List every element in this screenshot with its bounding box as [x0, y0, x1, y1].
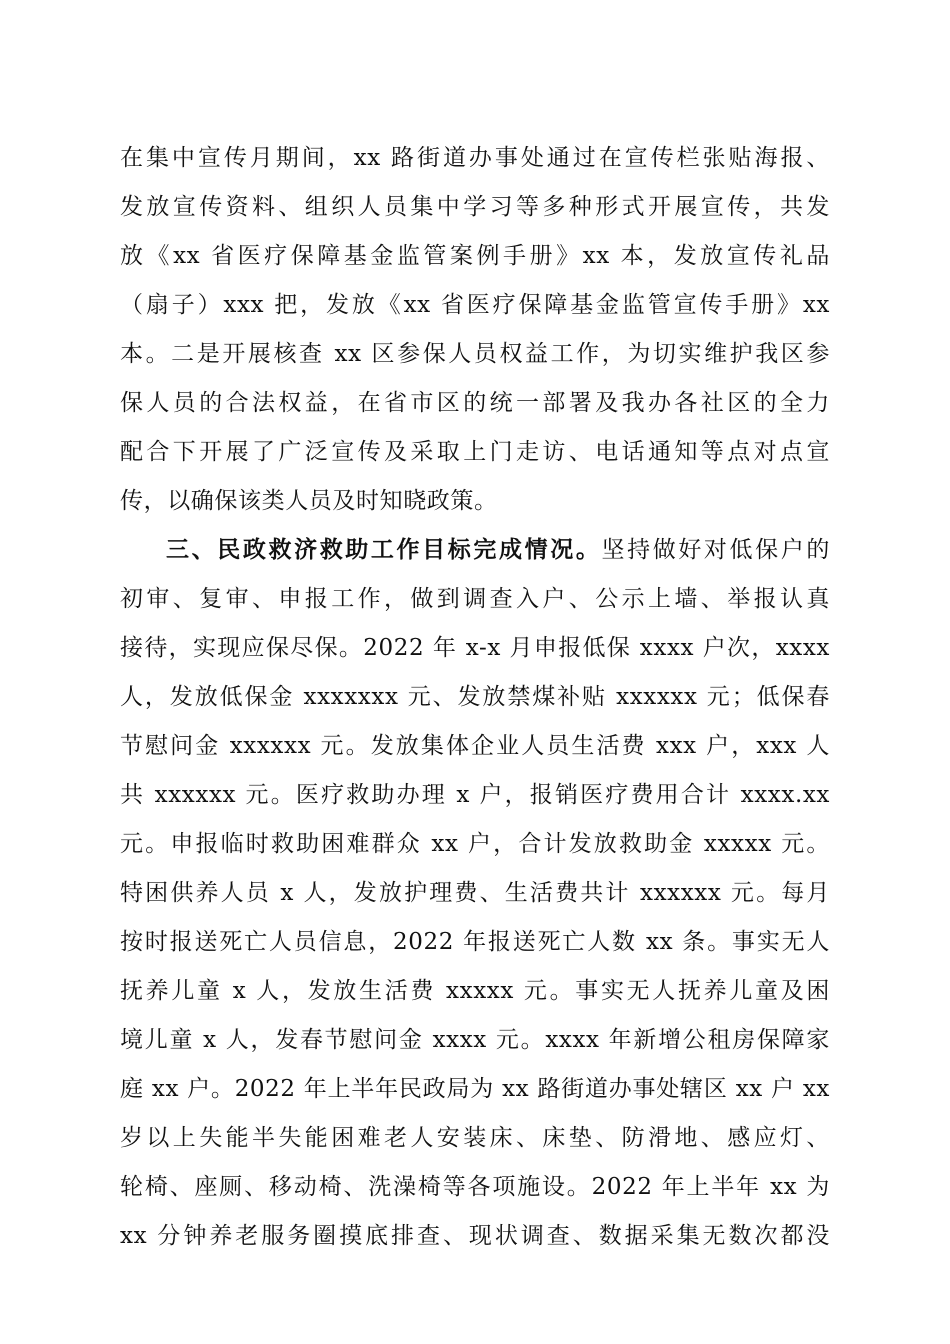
- paragraph1-line-2: 发放宣传资料、组织人员集中学习等多种形式开展宣传，共发: [120, 194, 830, 220]
- paragraph2-line-13: 岁以上失能半失能困难老人安装床、床垫、防滑地、感应灯、: [120, 1125, 830, 1151]
- paragraph2-line-12: 庭 xx 户。2022 年上半年民政局为 xx 路街道办事处辖区 xx 户 xx: [120, 1076, 830, 1102]
- paragraph1-line-3: 放《xx 省医疗保障基金监管案例手册》xx 本，发放宣传礼品: [120, 243, 830, 269]
- paragraph2-line-2: 初审、复审、申报工作，做到调查入户、公示上墙、举报认真: [120, 586, 830, 612]
- section-heading-rest: 坚持做好对低保户的: [601, 537, 830, 563]
- paragraph1-line-5: 本。二是开展核查 xx 区参保人员权益工作，为切实维护我区参: [120, 341, 830, 367]
- paragraph2-first-line: [166, 535, 830, 565]
- paragraph2-line-6: 共 xxxxxx 元。医疗救助办理 x 户，报销医疗费用合计 xxxx.xx: [120, 782, 830, 808]
- paragraph2-line-9: 按时报送死亡人员信息，2022 年报送死亡人数 xx 条。事实无人: [120, 929, 830, 955]
- paragraph1-line-4: （扇子）xxx 把，发放《xx 省医疗保障基金监管宣传手册》xx: [120, 292, 830, 318]
- paragraph1-line-6: 保人员的合法权益，在省市区的统一部署及我办各社区的全力: [120, 390, 830, 416]
- paragraph2-line-8: 特困供养人员 x 人，发放护理费、生活费共计 xxxxxx 元。每月: [120, 880, 830, 906]
- paragraph2-line-3: 接待，实现应保尽保。2022 年 x-x 月申报低保 xxxx 户次，xxxx: [120, 635, 830, 661]
- paragraph1-line-8: 传，以确保该类人员及时知晓政策。: [120, 488, 498, 514]
- paragraph2-line-4: 人，发放低保金 xxxxxxx 元、发放禁煤补贴 xxxxxx 元；低保春: [120, 684, 830, 710]
- paragraph2-line-10: 抚养儿童 x 人，发放生活费 xxxxx 元。事实无人抚养儿童及困: [120, 978, 830, 1004]
- paragraph2-line-15: xx 分钟养老服务圈摸底排查、现状调查、数据采集无数次都没: [120, 1223, 830, 1249]
- section-heading: 三、民政救济救助工作目标完成情况。: [166, 536, 602, 563]
- paragraph1-line-7: 配合下开展了广泛宣传及采取上门走访、电话通知等点对点宣: [120, 439, 830, 465]
- paragraph2-line-11: 境儿童 x 人，发春节慰问金 xxxx 元。xxxx 年新增公租房保障家: [120, 1027, 830, 1053]
- paragraph2-line-5: 节慰问金 xxxxxx 元。发放集体企业人员生活费 xxx 户，xxx 人: [120, 733, 830, 759]
- paragraph2-line-14: 轮椅、座厕、移动椅、洗澡椅等各项施设。2022 年上半年 xx 为: [120, 1174, 830, 1200]
- paragraph1-line-1: 在集中宣传月期间，xx 路街道办事处通过在宣传栏张贴海报、: [120, 145, 830, 171]
- paragraph2-line-7: 元。申报临时救助困难群众 xx 户，合计发放救助金 xxxxx 元。: [120, 831, 830, 857]
